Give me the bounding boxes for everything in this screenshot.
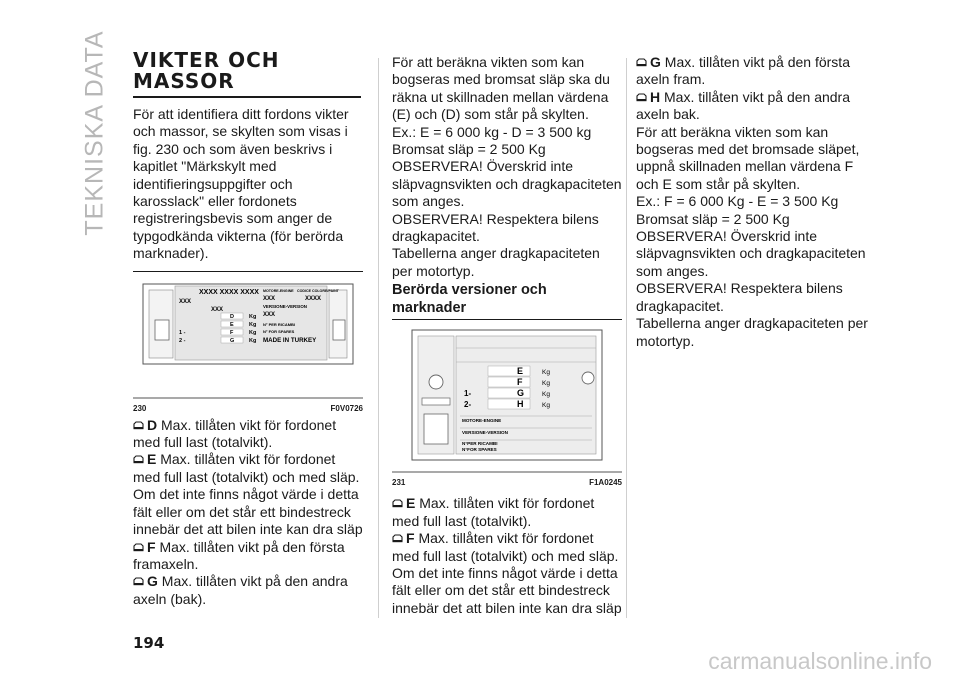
car-icon [392,499,403,508]
legend-list-col2 [392,495,622,617]
legend-letter: D [147,416,158,433]
legend-item-e2 [392,495,622,530]
col2-para-6: Tabellerna anger dragkapaciteten per motortyp. [392,245,600,279]
plate-letter-d: D [230,313,234,320]
col3-para-3: Bromsat släp = 2 500 Kg [636,210,790,227]
col3-para-6: Tabellerna anger dragkapaciteten per motortyp. [636,315,868,349]
plate2-row-label-1: 1- [464,389,472,399]
col2-para-1: För att beräkna vikten som kan bogseras med bromsat släp ska du räkna ut skillnaden mellan värdena (E) och (D) som står på skylten. [392,54,610,123]
legend-text: Max. tillåten vikt på den första axeln fram. [636,54,850,88]
plate2-letter-f: F [517,377,523,388]
figure-231 [392,326,622,487]
col2-para-5: OBSERVERA! Respektera bilens dragkapacitet. [392,210,599,245]
plate-unit-4: Kg [249,337,257,344]
car-icon [636,93,647,102]
car-icon [133,543,144,552]
plate-spares-label: N° FOR SPARES [263,328,295,334]
col3-para-5: OBSERVERA! Respektera bilens dragkapacitet. [636,280,843,314]
plate2-unit-4: Kg [542,402,550,410]
plate-unit-3: Kg [249,329,257,336]
plate2-unit-3: Kg [542,391,550,399]
legend-text: Max. tillåten vikt för fordonet med full last (totalvikt) och med släp. Om det inte finns något värde i detta fält eller om det står ett bindestreck innebär det att bilen inte kan dra släp [392,530,622,616]
weight-plate-illustration [133,282,363,402]
legend-text: Max. tillåten vikt för fordonet med full last (totalvikt). [133,416,337,451]
plate-codice-label: CODICE COLORE/PAINT [297,288,339,293]
column-1 [133,50,363,608]
plate-version-value: XXX [263,311,276,318]
plate2-ricambi-label: N°PER RICAMBI [462,441,498,447]
car-icon [133,421,144,430]
plate-versione-label: VERSIONE-VERSION [263,303,307,309]
plate2-unit-1: Kg [542,369,550,377]
legend-letter: G [650,54,661,70]
plate-row1: XXXX XXXX XXXX [199,288,259,296]
col2-para-3: Bromsat släp = 2 500 Kg [392,141,546,158]
intro-paragraph: För att identifiera ditt fordons vikter och massor, se skylten som visas i fig. 230 och som även beskrivs i kapitlet "Märkskylt med identifieringsuppgifter och karosslack" eller fordonets registreringsbevis som anger de typgodkända vikterna (för berörda marknader). [133,106,349,262]
figure-number-2: 231 [392,478,406,488]
figure-231-caption [392,478,622,487]
page-title: VIKTER OCH MASSOR [133,50,361,98]
legend-item-h3 [636,89,872,124]
legend-letter: F [406,530,415,547]
car-icon [133,577,144,586]
plate2-versione-label: VERSIONE-VERSION [462,430,508,436]
plate2-motore-label: MOTORE-ENGINE [462,418,502,424]
figure-code: F0V0726 [330,403,363,413]
col2-para-4: OBSERVERA! Överskrid inte släpvagnsvikten och dragkapaciteten som anges. [392,158,622,210]
figure-code-2: F1A0245 [589,478,622,488]
plate-engine-value: XXX [263,295,276,302]
section-subtitle: Berörda versioner och marknader [392,281,622,320]
plate-row2: XXX [179,298,192,305]
legend-letter: F [147,538,156,555]
column-divider-2 [626,58,627,618]
legend-text: Max. tillåten vikt på den andra axeln (bak). [133,573,348,607]
legend-list-col1 [133,417,363,608]
figure-230 [133,282,363,413]
page-number: 194 [133,634,165,652]
plate-row-label-1: 1 - [179,329,186,336]
legend-letter: E [147,451,157,468]
plate-letter-f: F [230,329,234,336]
plate2-unit-2: Kg [542,380,550,388]
plate-ricambi-label: N° PER RICAMBI [263,321,296,327]
figure-number: 230 [133,403,147,413]
legend-text: Max. tillåten vikt på den första framaxeln. [133,538,345,572]
weight-plate-illustration-2 [392,326,622,476]
legend-item-f [133,539,363,574]
figure-top-rule [133,271,363,272]
plate-letter-e: E [230,321,234,328]
column-3 [636,54,872,350]
plate-letter-g: G [230,337,235,344]
legend-text: Max. tillåten vikt för fordonet med full last (totalvikt) och med släp. Om det inte finns något värde i detta fält eller om det står ett bindestreck innebär det att bilen inte kan dra släp [133,451,363,538]
section-side-tab [78,30,112,236]
plate-row3: XXX [211,306,224,313]
plate2-letter-h: H [517,399,524,410]
legend-item-e [133,451,363,538]
column-2 [392,54,622,617]
legend-item-g [133,573,363,608]
col3-para-2: Ex.: F = 6 000 Kg - E = 3 500 Kg [636,193,839,210]
car-icon [636,58,647,67]
car-icon [133,455,144,464]
watermark: carmanualsonline.info [708,648,932,674]
figure-230-caption [133,404,363,413]
legend-letter: G [147,573,158,590]
col3-para-1: För att beräkna vikten som kan bogseras med det bromsade släpet, uppnå skillnaden mellan värdena F och E som står på skylten. [636,123,860,192]
plate2-row-label-2: 2- [464,400,472,410]
plate-row-label-2: 2 - [179,337,186,344]
legend-item-g3 [636,54,872,89]
col3-para-4: OBSERVERA! Överskrid inte släpvagnsvikten och dragkapaciteten som anges. [636,228,866,279]
plate-unit-1: Kg [249,313,257,320]
plate2-letter-e: E [517,366,524,377]
section-side-tab-label: TEKNISKA DATA [80,30,109,236]
plate2-spares-label: N°FOR SPARES [462,447,497,453]
plate-made-in: MADE IN TURKEY [263,336,317,344]
plate-motore-label: MOTORE-ENGINE [263,288,294,293]
legend-letter: E [406,495,416,512]
plate-paint-value: XXXX [305,295,322,302]
legend-text: Max. tillåten vikt för fordonet med full last (totalvikt). [392,495,595,529]
legend-item-d [133,417,363,452]
plate-unit-2: Kg [249,321,257,328]
legend-item-f2 [392,530,622,617]
car-icon [392,534,403,543]
col2-para-2: Ex.: E = 6 000 kg - D = 3 500 kg [392,123,592,140]
legend-letter: H [650,88,661,105]
legend-text: Max. tillåten vikt på den andra axeln bak. [636,88,851,123]
column-divider-1 [378,58,379,618]
plate2-letter-g: G [517,388,525,399]
